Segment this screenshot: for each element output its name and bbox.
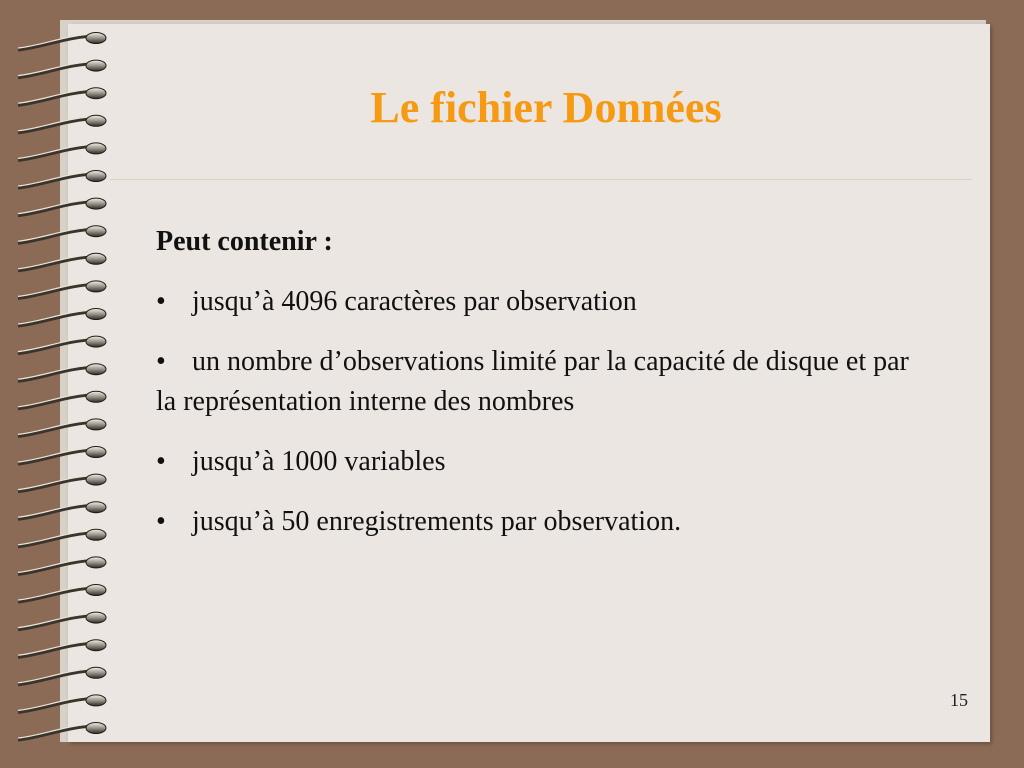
content-heading: Peut contenir :	[156, 226, 333, 257]
bullet-icon: •	[156, 286, 166, 317]
binding-ring	[18, 695, 106, 713]
binding-ring	[18, 336, 106, 354]
binding-ring	[18, 447, 106, 465]
title-divider	[110, 179, 972, 180]
binding-ring	[18, 529, 106, 547]
binding-ring	[18, 171, 106, 189]
bullet-item	[156, 442, 916, 482]
binding-ring	[18, 143, 106, 161]
binding-ring	[18, 33, 106, 51]
bullet-text: un nombre d’observations limité par la capacité de disque et par la représentation interne des nombres	[156, 346, 909, 417]
binding-ring	[18, 640, 106, 658]
binding-ring	[18, 419, 106, 437]
binding-ring	[18, 60, 106, 78]
binding-ring	[18, 502, 106, 520]
binding-ring	[18, 723, 106, 741]
binding-ring	[18, 281, 106, 299]
bullet-text: jusqu’à 50 enregistrements par observation.	[192, 506, 682, 537]
binding-ring	[18, 474, 106, 492]
bullet-icon: •	[156, 346, 166, 377]
binding-ring	[18, 253, 106, 270]
slide-content	[156, 222, 916, 562]
bullet-text: jusqu’à 1000 variables	[192, 446, 446, 477]
binding-ring	[18, 226, 106, 244]
bullet-text: jusqu’à 4096 caractères par observation	[192, 286, 637, 317]
binding-ring	[18, 667, 106, 685]
bullet-icon: •	[156, 506, 166, 537]
binding-ring	[18, 612, 106, 630]
binding-ring	[18, 364, 106, 382]
bullet-item	[156, 502, 916, 542]
bullet-item	[156, 282, 916, 322]
slide-title: Le fichier Données	[370, 83, 722, 132]
binding-ring	[18, 391, 106, 409]
bullet-item	[156, 342, 916, 422]
page-number: 15	[950, 690, 968, 710]
binding-ring	[18, 198, 106, 216]
bullet-icon: •	[156, 446, 166, 477]
binding-ring	[18, 557, 106, 575]
binding-ring	[18, 309, 106, 327]
binding-ring	[18, 585, 106, 603]
